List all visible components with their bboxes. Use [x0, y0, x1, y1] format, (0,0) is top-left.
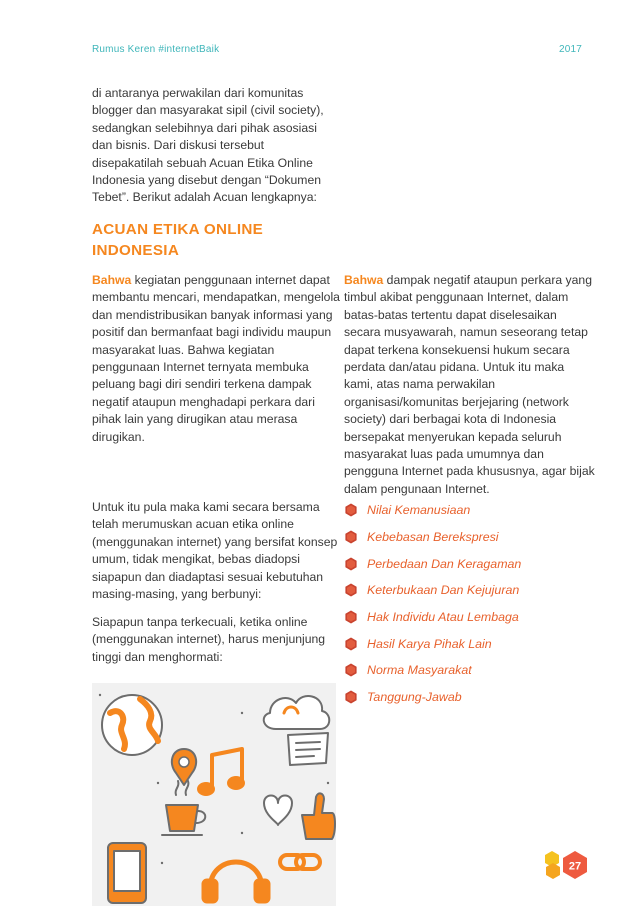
thumbs-up-icon [302, 793, 335, 839]
page-number: 27 [568, 860, 582, 873]
values-list [344, 497, 521, 711]
section-heading: ACUAN ETIKA ONLINE INDONESIA [92, 221, 264, 259]
cloud-icon [264, 696, 330, 729]
running-header-year: 2017 [558, 44, 582, 55]
doodle-artwork [92, 683, 336, 906]
hexagon-bullet-icon [344, 583, 358, 597]
value-label: Hasil Karya Pihak Lain [367, 636, 492, 651]
intro-paragraph: di antaranya perwakilan dari komunitas blogger dan masyarakat sipil (civil society), sedangkan selebihnya dari pihak asosiasi dan bisnis. Dari diskusi tersebut disepakatilah sebuah Acuan Etika Online Indonesia yang disebut dengan “Dokumen Tebet”. Berikut adalah Acuan lengkapnya: [92, 86, 324, 205]
headphones-icon [204, 862, 268, 901]
hexagon-bullet-icon [344, 503, 358, 517]
hexagon-bullet-icon [344, 530, 358, 544]
list-item [344, 604, 521, 631]
running-header-title: Rumus Keren #internetBaik [92, 44, 220, 55]
value-label: Norma Masyarakat [367, 663, 472, 678]
value-label: Perbedaan Dan Keragaman [367, 556, 522, 571]
value-label: Tanggung-Jawab [367, 690, 462, 705]
list-item [344, 577, 521, 604]
list-item [344, 524, 521, 551]
smartphone-icon [108, 843, 146, 903]
left-paragraph-1 [92, 272, 340, 446]
chain-link-icon [280, 855, 320, 869]
document-lines-icon [288, 733, 328, 765]
left-paragraph-3: Siapapun tanpa terkecuali, ketika online (menggunakan internet), harus menjunjung tinggi dan menghormati: [92, 615, 326, 664]
hexagon-bullet-icon [344, 637, 358, 651]
right-paragraph-1-text: dampak negatif ataupun perkara yang timbul akibat penggunaan Internet, dalam batas-batas tertentu dapat diselesaikan secara musyawarah, namun seseorang tetap dapat terkena konsekuensi hukum secara perdata dan/atau pidana. Untuk itu maka kami, atas nama perwakilan organisasi/komunitas berjejaring (network society) dari berbagai kota di Indonesia bersepakat menyerukan kepada seluruh masyarakat luas pada umumnya dan pengguna Internet pada khususnya, agar bijak dalam pengunaan Internet. [344, 273, 595, 496]
bahwa-lead: Bahwa [92, 273, 132, 287]
value-label: Nilai Kemanusiaan [367, 503, 471, 518]
list-item [344, 550, 521, 577]
list-item [344, 684, 521, 711]
music-note-icon [199, 749, 243, 794]
left-paragraph-1-text: kegiatan penggunaan internet dapat membantu mencari, mendapatkan, mengelola dan mendistribusikan banyak informasi yang positif dan bermanfaat bagi individu maupun masyarakat luas. Bahwa kegiatan penggunaan Internet ternyata membuka peluang bagi diri sendiri terkena dampak negatif ataupun menghadapi perkara dari pihak lain yang dirugikan atau merasa dirugikan. [92, 273, 340, 444]
value-label: Kebebasan Berekspresi [367, 530, 499, 545]
list-item [344, 630, 521, 657]
page-number-badge [544, 850, 590, 880]
hexagon-bullet-icon [344, 663, 358, 677]
heart-icon [264, 796, 292, 826]
hexagon-bullet-icon [344, 610, 358, 624]
left-paragraph-2: Untuk itu pula maka kami secara bersama telah merumuskan acuan etika online (menggunakan internet) yang bersifat konsep umum, tidak mengikat, bebas diadopsi siapapun dan diadaptasi sesuai kebutuhan masing-masing, yang berbunyi: [92, 500, 338, 602]
right-paragraph-1 [344, 272, 596, 498]
globe-icon [102, 695, 162, 755]
value-label: Hak Individu Atau Lembaga [367, 610, 519, 625]
list-item [344, 497, 521, 524]
list-item [344, 657, 521, 684]
location-pin-icon [172, 749, 196, 785]
hexagon-bullet-icon [344, 690, 358, 704]
value-label: Keterbukaan Dan Kejujuran [367, 583, 520, 598]
hexagon-bullet-icon [344, 557, 358, 571]
bahwa-lead: Bahwa [344, 273, 384, 287]
internet-doodle-illustration [92, 683, 336, 906]
